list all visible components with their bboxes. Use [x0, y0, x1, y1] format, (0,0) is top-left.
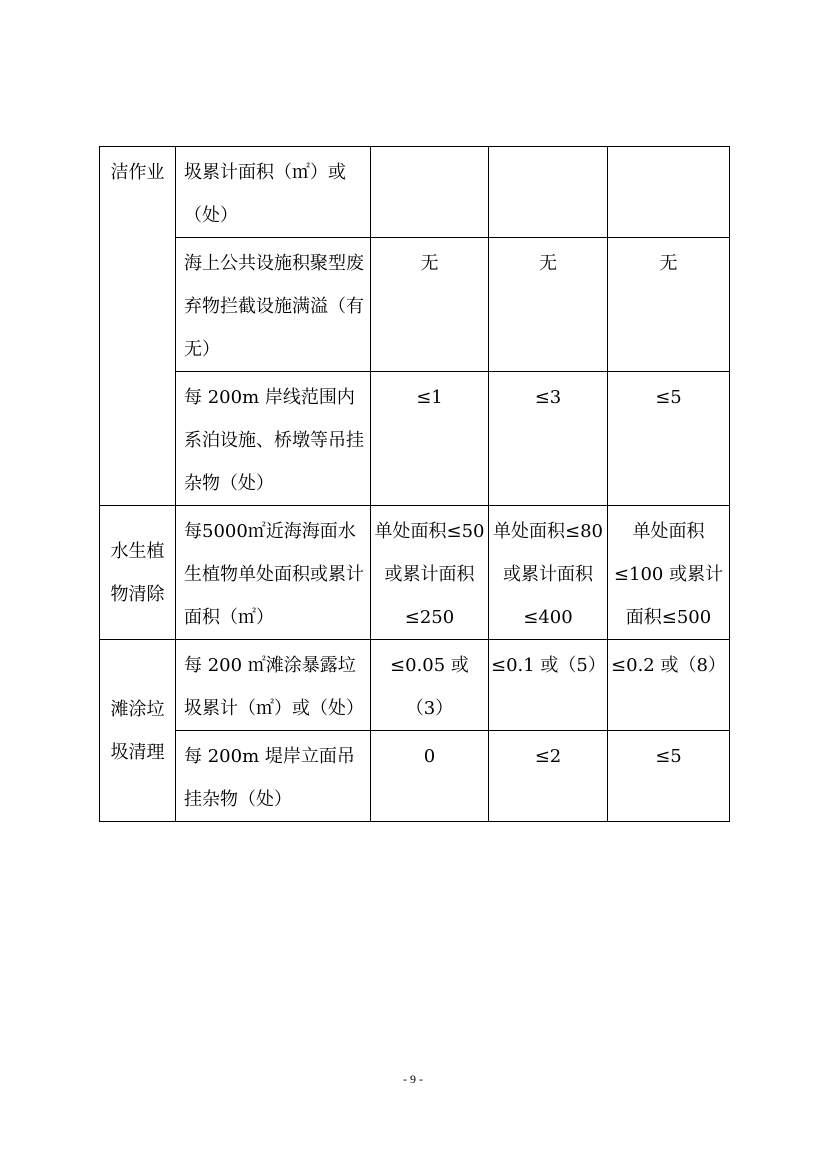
value-cell: ≤3	[489, 372, 608, 506]
item-cell: 每 200m 岸线范围内系泊设施、桥墩等吊挂杂物（处）	[176, 372, 371, 506]
table-row	[100, 238, 730, 372]
value-cell: 单处面积≤50 或累计面积≤250	[371, 506, 489, 640]
table-row	[100, 506, 730, 640]
page-number: - 9 -	[403, 1072, 423, 1086]
table-row	[100, 731, 730, 822]
value-cell: 无	[371, 238, 489, 372]
value-cell	[489, 147, 608, 238]
item-cell: 每 200m 堤岸立面吊挂杂物（处）	[176, 731, 371, 822]
category-cell: 洁作业	[100, 147, 176, 506]
value-cell: ≤0.05 或（3）	[371, 640, 489, 731]
item-cell: 每5000㎡近海海面水生植物单处面积或累计面积（㎡）	[176, 506, 371, 640]
item-cell: 海上公共设施积聚型废弃物拦截设施满溢（有无）	[176, 238, 371, 372]
standards-table	[99, 146, 730, 822]
value-cell: 单处面积≤100 或累计面积≤500	[608, 506, 730, 640]
value-cell: 0	[371, 731, 489, 822]
value-cell: ≤5	[608, 731, 730, 822]
table-row	[100, 640, 730, 731]
item-cell: 每 200 ㎡滩涂暴露垃圾累计（㎡）或（处）	[176, 640, 371, 731]
table-row	[100, 147, 730, 238]
value-cell: ≤0.2 或（8）	[608, 640, 730, 731]
value-cell	[371, 147, 489, 238]
category-cell: 水生植物清除	[100, 506, 176, 640]
value-cell: ≤0.1 或（5）	[489, 640, 608, 731]
value-cell: 单处面积≤80 或累计面积≤400	[489, 506, 608, 640]
value-cell	[608, 147, 730, 238]
value-cell: 无	[608, 238, 730, 372]
value-cell: ≤5	[608, 372, 730, 506]
value-cell: ≤2	[489, 731, 608, 822]
table-row	[100, 372, 730, 506]
item-cell: 圾累计面积（㎡）或（处）	[176, 147, 371, 238]
value-cell: ≤1	[371, 372, 489, 506]
value-cell: 无	[489, 238, 608, 372]
category-cell: 滩涂垃圾清理	[100, 640, 176, 822]
